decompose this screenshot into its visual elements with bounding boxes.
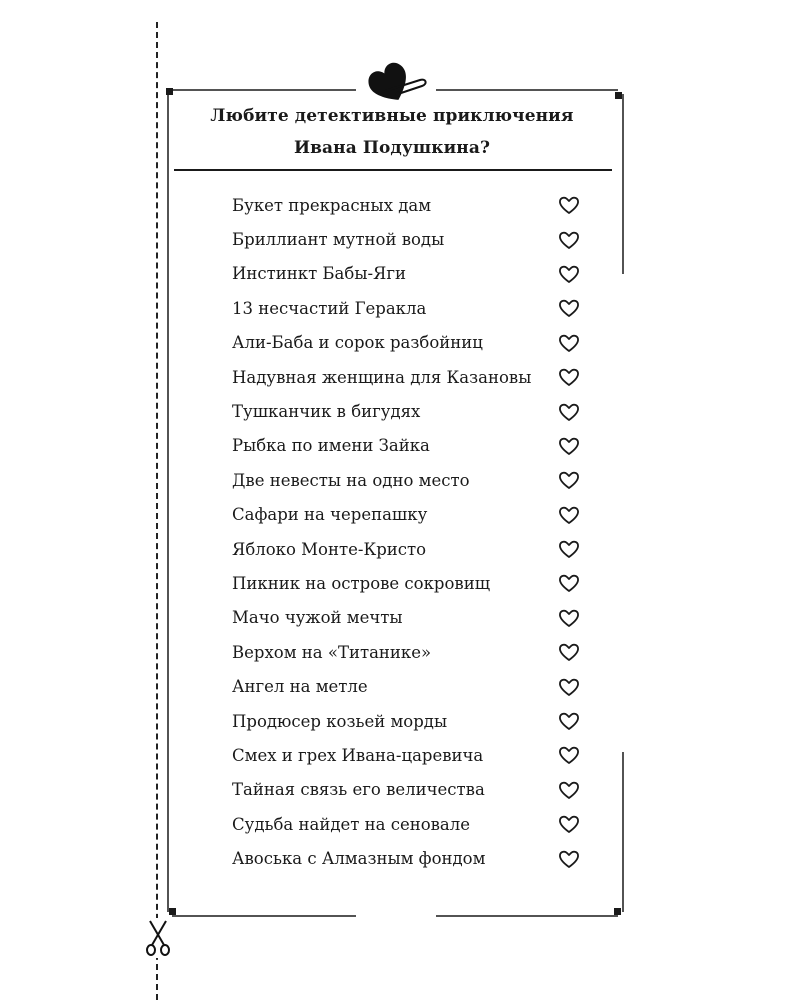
page-title — [172, 100, 612, 164]
book-title: Мачо чужой мечты — [232, 608, 403, 628]
heart-outline-icon[interactable] — [558, 298, 580, 318]
book-title: Тайная связь его величества — [232, 780, 485, 800]
list-item — [232, 704, 592, 738]
book-title: Сафари на черепашку — [232, 505, 428, 525]
list-item — [232, 326, 592, 360]
heart-outline-icon[interactable] — [558, 436, 580, 456]
book-title: Надувная женщина для Казановы — [232, 367, 532, 387]
book-title: Тушканчик в бигудях — [232, 402, 421, 422]
heart-outline-icon[interactable] — [558, 539, 580, 559]
scissors-icon — [145, 918, 171, 958]
book-title: Две невесты на одно место — [232, 470, 470, 490]
heart-outline-icon[interactable] — [558, 814, 580, 834]
heart-outline-icon[interactable] — [558, 849, 580, 869]
book-title: Авоська с Алмазным фондом — [232, 849, 486, 869]
book-title: Ангел на метле — [232, 677, 368, 697]
list-item — [232, 566, 592, 600]
book-title: Яблоко Монте-Кристо — [232, 539, 427, 559]
list-item — [232, 291, 592, 325]
heart-outline-icon[interactable] — [558, 642, 580, 662]
heart-outline-icon[interactable] — [558, 470, 580, 490]
book-title: Бриллиант мутной воды — [232, 230, 445, 250]
title-line-2: Ивана Подушкина? — [293, 138, 491, 158]
heart-outline-icon[interactable] — [558, 711, 580, 731]
list-item — [232, 394, 592, 428]
list-item — [232, 360, 592, 394]
book-title: Продюсер козьей морды — [232, 711, 448, 731]
list-item — [232, 257, 592, 291]
heart-outline-icon[interactable] — [558, 677, 580, 697]
list-item — [232, 188, 592, 222]
book-title: Пикник на острове сокровищ — [232, 573, 491, 593]
heart-outline-icon[interactable] — [558, 573, 580, 593]
list-item — [232, 669, 592, 703]
divider — [174, 169, 612, 171]
list-item — [232, 463, 592, 497]
list-item — [232, 498, 592, 532]
list-item — [232, 773, 592, 807]
heart-outline-icon[interactable] — [558, 402, 580, 422]
heart-outline-icon[interactable] — [558, 264, 580, 284]
heart-outline-icon[interactable] — [558, 608, 580, 628]
list-item — [232, 532, 592, 566]
list-item — [232, 429, 592, 463]
book-title: Букет прекрасных дам — [232, 195, 432, 215]
book-title: Судьба найдет на сеновале — [232, 814, 471, 834]
heart-outline-icon[interactable] — [558, 745, 580, 765]
title-line-1: Любите детективные приключения — [210, 106, 574, 126]
list-item — [232, 807, 592, 841]
cut-line — [156, 22, 158, 1000]
book-title: Рыбка по имени Зайка — [232, 436, 430, 456]
book-title: Верхом на «Титанике» — [232, 642, 432, 662]
book-title: Инстинкт Бабы-Яги — [232, 264, 407, 284]
heart-outline-icon[interactable] — [558, 505, 580, 525]
list-item — [232, 635, 592, 669]
heart-outline-icon[interactable] — [558, 333, 580, 353]
list-item — [232, 222, 592, 256]
heart-outline-icon[interactable] — [558, 230, 580, 250]
list-item — [232, 738, 592, 772]
book-title: Смех и грех Ивана-царевича — [232, 745, 484, 765]
heart-outline-icon[interactable] — [558, 367, 580, 387]
list-item — [232, 841, 592, 875]
book-checklist — [232, 188, 592, 876]
book-title: 13 несчастий Геракла — [232, 298, 427, 318]
list-item — [232, 601, 592, 635]
book-title: Али-Баба и сорок разбойниц — [232, 333, 483, 353]
heart-outline-icon[interactable] — [558, 195, 580, 215]
heart-outline-icon[interactable] — [558, 780, 580, 800]
